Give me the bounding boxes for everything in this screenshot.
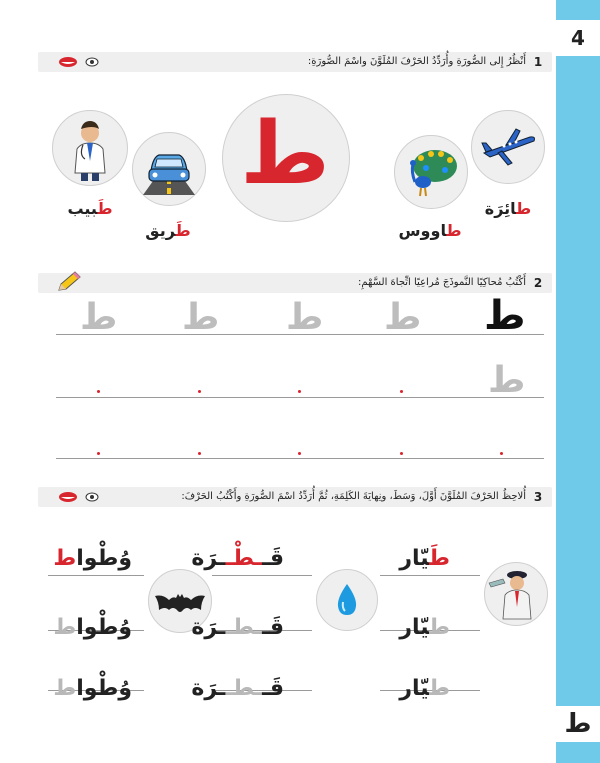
word-line bbox=[48, 575, 144, 576]
trace-letter: ط bbox=[53, 615, 77, 640]
start-dot bbox=[500, 452, 503, 455]
airplane-icon bbox=[472, 111, 544, 183]
start-dot bbox=[97, 390, 100, 393]
word-bat-row3 bbox=[53, 674, 132, 704]
word-part: قَـ bbox=[262, 546, 284, 571]
word-bat-row2 bbox=[53, 613, 132, 643]
word-part: وُطْوا bbox=[76, 676, 132, 701]
car-circle bbox=[132, 132, 206, 206]
trace-letter: ط bbox=[384, 297, 422, 338]
mouth-eye-icon bbox=[58, 54, 102, 70]
start-dot bbox=[298, 390, 301, 393]
doctor-icon bbox=[53, 111, 127, 185]
word-line bbox=[212, 575, 312, 576]
word-part: وُطْوا bbox=[76, 546, 132, 571]
model-letter: ط bbox=[484, 293, 526, 339]
word-drop-row3 bbox=[191, 674, 284, 704]
writing-line-3 bbox=[56, 458, 544, 459]
word-part: ـرَة bbox=[191, 676, 226, 701]
page-number: 4 bbox=[571, 26, 585, 50]
word-part: ـرَة bbox=[191, 615, 226, 640]
word-airplane-rest: ائِرَة bbox=[484, 199, 517, 218]
word-part: قَـ bbox=[262, 615, 284, 640]
word-pilot-row1 bbox=[399, 544, 450, 574]
section2-number: 2 bbox=[533, 276, 543, 290]
water-drop-icon bbox=[317, 570, 377, 630]
drop-circle bbox=[316, 569, 378, 631]
trace-letter: ط bbox=[182, 297, 220, 338]
start-dot bbox=[198, 452, 201, 455]
trace-letter: ط bbox=[429, 615, 450, 640]
peacock-circle bbox=[394, 135, 468, 209]
word-airplane bbox=[470, 199, 546, 218]
section1-instruction: أَنْظُرُ إِلى الصُّورَةِ وأُرَدِّدُ الحَرْفَ المُلَوَّنَ واسْمَ الصُّورَةِ: bbox=[307, 56, 526, 67]
pilot-circle bbox=[484, 562, 548, 626]
highlight-letter: ـطْـ bbox=[225, 546, 263, 571]
start-dot bbox=[298, 452, 301, 455]
start-dot bbox=[198, 390, 201, 393]
start-dot bbox=[400, 390, 403, 393]
section1-header bbox=[38, 52, 552, 72]
car-on-road-icon bbox=[133, 133, 205, 205]
section3-instruction: أُلاحِظُ الحَرْفَ المُلَوَّنَ أَوَّلَ، وَسَطَ، ونِهايَةَ الكَلِمَةِ، ثُمَّ أُرَدِّدُ اسْمَ الصُّورَةِ وأَكْتُبُ الحَرْفَ: bbox=[181, 491, 526, 502]
section3-number: 3 bbox=[533, 490, 543, 504]
pilot-icon bbox=[485, 563, 547, 625]
start-dot bbox=[400, 452, 403, 455]
word-part: يّار bbox=[399, 546, 430, 571]
trace-letter: ط bbox=[80, 297, 118, 338]
word-part: ـرَة bbox=[191, 546, 226, 571]
trace-letter: ط bbox=[488, 360, 526, 401]
word-road bbox=[130, 221, 206, 240]
pencil-icon bbox=[56, 271, 82, 293]
trace-letter: ـطـ bbox=[225, 615, 263, 640]
word-doctor-rest: بيب bbox=[67, 199, 98, 218]
section2-instruction: أَكْتُبُ مُحاكِيًا النَّموذَجَ مُراعِيًا اتِّجاهَ السَّهْمِ: bbox=[357, 277, 526, 288]
trace-letter: ط bbox=[286, 297, 324, 338]
word-road-rest: ريق bbox=[145, 221, 176, 240]
word-drop-row2 bbox=[191, 613, 284, 643]
section1-number: 1 bbox=[533, 55, 543, 69]
word-peacock-rest: اووس bbox=[398, 221, 447, 240]
highlight-letter: طَ bbox=[429, 546, 450, 571]
word-part: يّار bbox=[399, 615, 430, 640]
word-road-letter: طَ bbox=[175, 221, 191, 240]
word-peacock bbox=[392, 221, 468, 240]
word-bat-row1 bbox=[53, 544, 132, 574]
word-peacock-letter: ط bbox=[446, 221, 462, 240]
writing-line-2 bbox=[56, 397, 544, 398]
word-drop-row1 bbox=[191, 544, 284, 574]
side-bar bbox=[556, 0, 600, 763]
word-pilot-row3 bbox=[399, 674, 450, 704]
trace-letter: ـطـ bbox=[225, 676, 263, 701]
word-part: وُطْوا bbox=[76, 615, 132, 640]
mouth-eye-icon bbox=[58, 489, 102, 505]
trace-letter: ط bbox=[429, 676, 450, 701]
big-letter: ط bbox=[240, 104, 330, 204]
doctor-circle bbox=[52, 110, 128, 186]
word-airplane-letter: ط bbox=[516, 199, 532, 218]
word-doctor bbox=[52, 199, 128, 218]
section2-header bbox=[38, 273, 552, 293]
highlight-letter: ط bbox=[53, 546, 77, 571]
word-part: يّار bbox=[399, 676, 430, 701]
word-line bbox=[380, 575, 480, 576]
trace-letter: ط bbox=[53, 676, 77, 701]
look-say-icons bbox=[58, 54, 102, 70]
peacock-icon bbox=[395, 136, 467, 208]
letter-tab: ط bbox=[564, 709, 592, 739]
pencil-icon-wrap bbox=[56, 271, 82, 287]
word-pilot-row2 bbox=[399, 613, 450, 643]
word-doctor-letter: طَ bbox=[97, 199, 113, 218]
airplane-circle bbox=[471, 110, 545, 184]
start-dot bbox=[97, 452, 100, 455]
section3-header bbox=[38, 487, 552, 507]
look-say-icons bbox=[58, 489, 102, 505]
word-part: قَـ bbox=[262, 676, 284, 701]
